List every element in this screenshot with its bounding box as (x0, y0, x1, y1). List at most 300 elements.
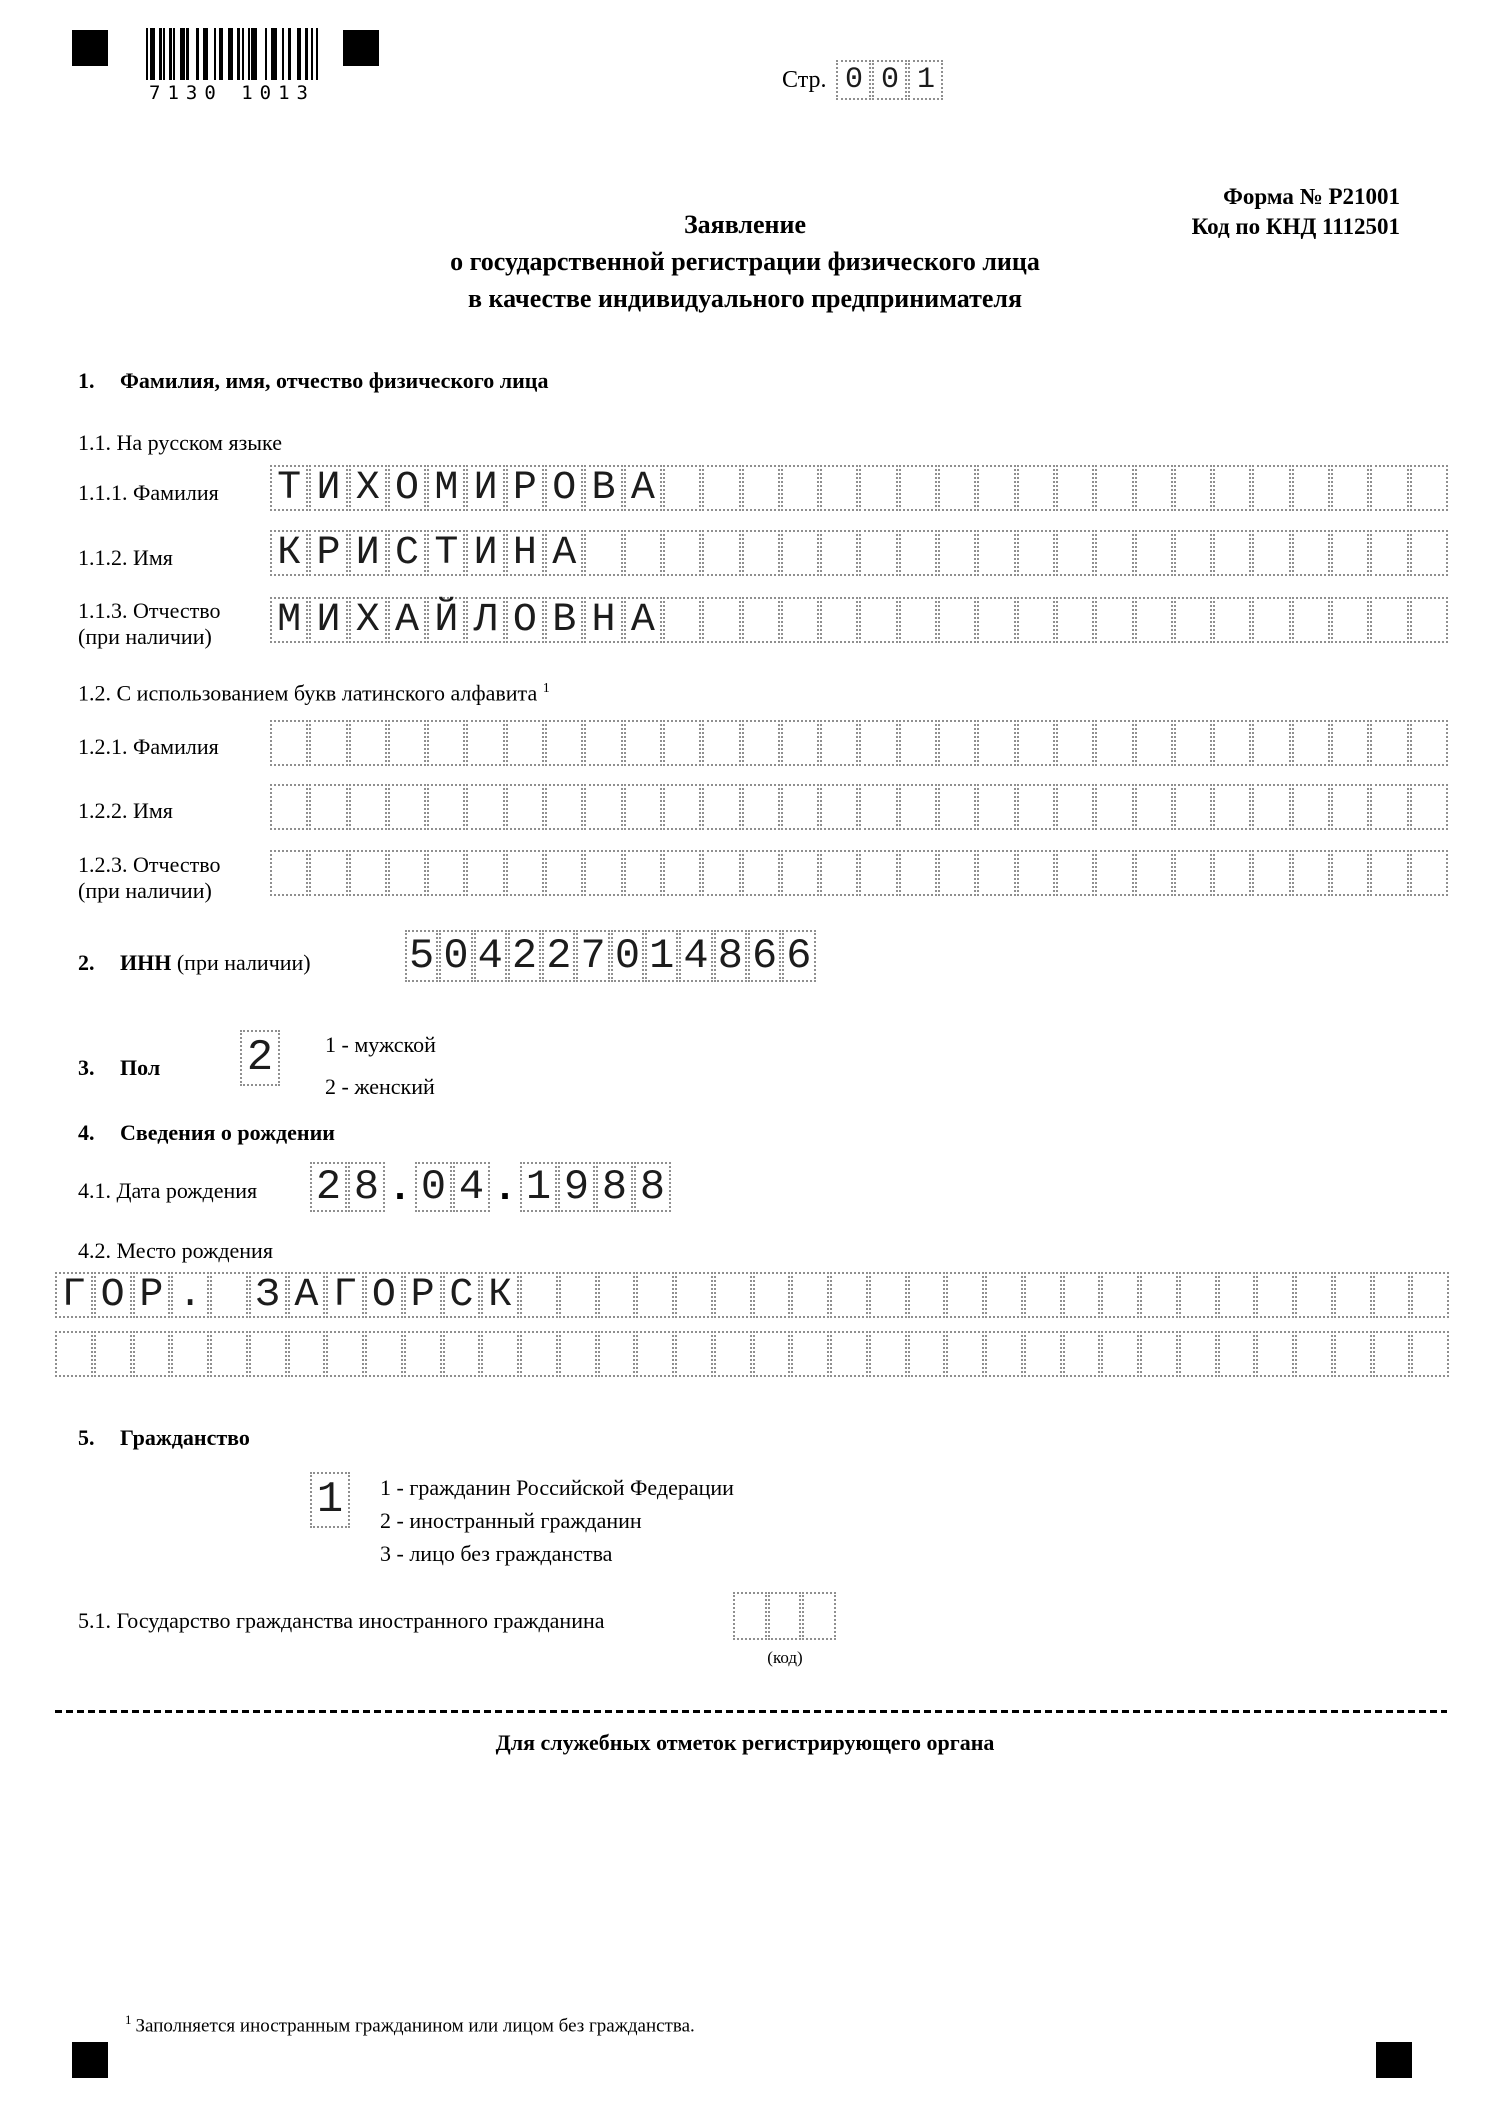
patronymic-ru-cells[interactable] (270, 597, 1448, 643)
form-cell[interactable] (977, 720, 1015, 766)
form-cell[interactable] (1095, 850, 1133, 896)
form-cell[interactable] (1410, 465, 1448, 511)
form-cell[interactable] (791, 1272, 829, 1318)
form-cell[interactable] (663, 530, 701, 576)
form-cell[interactable]: 6 (748, 930, 781, 982)
form-cell[interactable]: Т (427, 530, 465, 576)
form-cell[interactable] (288, 1331, 326, 1377)
form-cell[interactable] (1135, 465, 1173, 511)
form-cell[interactable] (820, 465, 858, 511)
form-cell[interactable] (1331, 465, 1369, 511)
form-cell[interactable] (1095, 720, 1133, 766)
form-cell[interactable] (1056, 530, 1094, 576)
form-cell[interactable] (733, 1592, 767, 1640)
form-cell[interactable]: 1 (645, 930, 678, 982)
form-cell[interactable] (1056, 720, 1094, 766)
form-cell[interactable]: И (309, 465, 347, 511)
form-cell[interactable]: 8 (348, 1162, 385, 1212)
form-cell[interactable] (1373, 1331, 1411, 1377)
firstname-ru-label: 1.1.2. Имя (78, 545, 173, 570)
form-cell[interactable]: 8 (714, 930, 747, 982)
firstname-ru-cells[interactable] (270, 530, 1448, 576)
form-cell[interactable] (663, 720, 701, 766)
subsection-1-1-label: 1.1. На русском языке (78, 430, 282, 455)
form-cell[interactable]: 4 (453, 1162, 490, 1212)
form-cell[interactable] (1056, 850, 1094, 896)
form-cell[interactable] (859, 465, 897, 511)
form-cell[interactable] (899, 530, 937, 576)
form-cell[interactable] (270, 720, 308, 766)
form-cell[interactable]: Х (349, 465, 387, 511)
form-cell[interactable] (1292, 720, 1330, 766)
form-cell[interactable] (1370, 530, 1408, 576)
form-cell[interactable] (624, 720, 662, 766)
form-cell[interactable] (899, 597, 937, 643)
form-cell[interactable]: 6 (782, 930, 815, 982)
form-cell[interactable] (1095, 465, 1133, 511)
surname-ru-cells[interactable] (270, 465, 1448, 511)
form-cell[interactable]: 1 (310, 1472, 350, 1528)
form-cell[interactable] (742, 784, 780, 830)
form-cell[interactable]: А (624, 597, 662, 643)
form-cell[interactable] (1140, 1331, 1178, 1377)
form-cell[interactable]: Р (133, 1272, 171, 1318)
form-cell[interactable] (1213, 530, 1251, 576)
form-cell[interactable] (1295, 1331, 1333, 1377)
form-cell[interactable] (985, 1331, 1023, 1377)
form-cell[interactable] (1174, 720, 1212, 766)
form-cell[interactable] (270, 784, 308, 830)
form-cell[interactable]: И (466, 465, 504, 511)
form-cell[interactable] (1017, 784, 1055, 830)
form-cell[interactable] (820, 850, 858, 896)
form-cell[interactable] (830, 1331, 868, 1377)
form-cell[interactable] (663, 784, 701, 830)
form-cell[interactable] (1174, 850, 1212, 896)
form-cell[interactable] (1017, 720, 1055, 766)
form-cell[interactable]: В (584, 465, 622, 511)
form-cell[interactable]: О (365, 1272, 403, 1318)
form-cell[interactable] (598, 1331, 636, 1377)
form-cell[interactable] (1410, 597, 1448, 643)
form-cell[interactable]: 7 (576, 930, 609, 982)
form-cell[interactable] (702, 530, 740, 576)
form-cell[interactable] (1135, 530, 1173, 576)
form-cell[interactable] (859, 530, 897, 576)
form-cell[interactable] (663, 850, 701, 896)
form-cell[interactable] (663, 465, 701, 511)
form-cell[interactable] (781, 784, 819, 830)
form-cell[interactable] (210, 1331, 248, 1377)
form-cell[interactable] (1024, 1272, 1062, 1318)
form-cell[interactable] (365, 1331, 403, 1377)
form-cell[interactable] (309, 850, 347, 896)
form-cell[interactable]: А (288, 1272, 326, 1318)
form-cell[interactable] (404, 1331, 442, 1377)
form-cell[interactable]: Р (309, 530, 347, 576)
form-cell[interactable] (675, 1331, 713, 1377)
form-cell[interactable]: С (443, 1272, 481, 1318)
form-cell[interactable] (1017, 850, 1055, 896)
form-cell[interactable] (1410, 720, 1448, 766)
form-cell[interactable]: И (466, 530, 504, 576)
form-cell[interactable] (1218, 1272, 1256, 1318)
form-cell[interactable] (1370, 784, 1408, 830)
form-cell[interactable] (427, 720, 465, 766)
form-cell[interactable] (742, 597, 780, 643)
form-cell[interactable] (977, 784, 1015, 830)
form-cell[interactable] (702, 850, 740, 896)
form-cell[interactable] (1334, 1272, 1372, 1318)
form-cell[interactable] (781, 850, 819, 896)
form-cell[interactable] (1135, 850, 1173, 896)
form-cell[interactable] (1063, 1331, 1101, 1377)
form-cell[interactable] (598, 1272, 636, 1318)
form-cell[interactable] (802, 1592, 836, 1640)
form-cell[interactable] (349, 720, 387, 766)
form-cell[interactable] (1410, 784, 1448, 830)
form-cell[interactable] (1292, 597, 1330, 643)
form-cell[interactable] (820, 784, 858, 830)
form-cell[interactable] (791, 1331, 829, 1377)
form-cell[interactable]: 4 (679, 930, 712, 982)
form-cell[interactable] (742, 530, 780, 576)
form-cell[interactable] (1295, 1272, 1333, 1318)
form-cell[interactable] (388, 784, 426, 830)
form-cell[interactable] (899, 465, 937, 511)
form-title-line3: в качестве индивидуального предпринимателя (467, 284, 1023, 313)
inn-cells[interactable] (405, 930, 816, 982)
form-cell[interactable] (1179, 1331, 1217, 1377)
form-cell[interactable] (349, 784, 387, 830)
form-cell[interactable] (1252, 784, 1290, 830)
form-cell[interactable] (1252, 465, 1290, 511)
form-cell[interactable]: 2 (542, 930, 575, 982)
form-cell[interactable] (1370, 597, 1408, 643)
form-cell[interactable] (859, 850, 897, 896)
form-cell[interactable]: В (545, 597, 583, 643)
form-cell[interactable] (1135, 784, 1173, 830)
form-cell[interactable] (466, 720, 504, 766)
birth-date-cells[interactable] (310, 1162, 671, 1212)
form-cell[interactable] (1017, 530, 1055, 576)
form-cell[interactable] (820, 720, 858, 766)
form-cell[interactable] (427, 850, 465, 896)
form-cell[interactable] (859, 784, 897, 830)
form-cell[interactable]: 0 (439, 930, 472, 982)
form-cell[interactable]: Н (584, 597, 622, 643)
form-cell[interactable] (1411, 1272, 1449, 1318)
form-cell[interactable] (466, 784, 504, 830)
form-cell[interactable] (1056, 784, 1094, 830)
form-cell[interactable] (1174, 530, 1212, 576)
form-cell[interactable] (506, 850, 544, 896)
form-cell[interactable] (938, 465, 976, 511)
form-cell[interactable]: 0 (611, 930, 644, 982)
form-cell[interactable] (899, 784, 937, 830)
form-cell[interactable] (1213, 850, 1251, 896)
form-cell[interactable]: 2 (508, 930, 541, 982)
form-cell[interactable] (1256, 1272, 1294, 1318)
form-cell[interactable] (1174, 597, 1212, 643)
form-cell[interactable] (249, 1331, 287, 1377)
form-cell[interactable] (1370, 850, 1408, 896)
form-cell[interactable] (908, 1331, 946, 1377)
form-cell[interactable]: О (94, 1272, 132, 1318)
form-cell[interactable] (714, 1331, 752, 1377)
form-cell[interactable] (714, 1272, 752, 1318)
form-cell[interactable] (675, 1272, 713, 1318)
form-cell[interactable] (1017, 465, 1055, 511)
form-cell[interactable]: . (171, 1272, 209, 1318)
form-cell[interactable] (1095, 784, 1133, 830)
form-cell[interactable]: А (624, 465, 662, 511)
form-cell[interactable] (977, 597, 1015, 643)
form-cell[interactable]: Т (270, 465, 308, 511)
form-cell[interactable]: Н (506, 530, 544, 576)
form-cell[interactable] (388, 850, 426, 896)
form-cell[interactable] (349, 850, 387, 896)
form-cell[interactable]: 1 (520, 1162, 557, 1212)
form-cell[interactable] (545, 850, 583, 896)
form-cell[interactable] (443, 1331, 481, 1377)
form-cell[interactable] (326, 1331, 364, 1377)
form-cell[interactable]: М (270, 597, 308, 643)
form-cell[interactable] (584, 784, 622, 830)
form-cell[interactable] (309, 720, 347, 766)
form-cell[interactable] (702, 720, 740, 766)
form-cell[interactable] (1135, 720, 1173, 766)
form-cell[interactable] (1017, 597, 1055, 643)
form-cell[interactable] (584, 850, 622, 896)
form-cell[interactable] (1292, 850, 1330, 896)
form-cell[interactable] (1056, 597, 1094, 643)
form-cell[interactable] (55, 1331, 93, 1377)
form-cell[interactable] (1370, 720, 1408, 766)
form-cell[interactable] (908, 1272, 946, 1318)
citizenship-option-3: 3 - лицо без гражданства (380, 1541, 613, 1566)
birth-date-month-cells[interactable] (415, 1162, 490, 1212)
form-cell[interactable] (1213, 597, 1251, 643)
form-cell[interactable] (210, 1272, 248, 1318)
form-cell[interactable] (1292, 784, 1330, 830)
form-cell[interactable] (584, 720, 622, 766)
form-cell[interactable] (1370, 465, 1408, 511)
form-cell[interactable] (1252, 850, 1290, 896)
form-cell[interactable] (869, 1331, 907, 1377)
form-cell[interactable] (820, 530, 858, 576)
form-cell[interactable] (94, 1331, 132, 1377)
form-cell[interactable] (938, 720, 976, 766)
form-cell[interactable] (171, 1331, 209, 1377)
form-cell[interactable] (1174, 784, 1212, 830)
form-cell[interactable] (545, 720, 583, 766)
form-cell[interactable] (624, 850, 662, 896)
form-cell[interactable] (742, 465, 780, 511)
form-cell[interactable] (781, 465, 819, 511)
form-cell[interactable]: 9 (558, 1162, 595, 1212)
form-cell[interactable] (869, 1272, 907, 1318)
form-cell[interactable] (1174, 465, 1212, 511)
form-cell[interactable]: А (545, 530, 583, 576)
birth-place-cells-row1[interactable] (55, 1272, 1449, 1318)
birth-place-cells-row2[interactable] (55, 1331, 1449, 1377)
form-cell[interactable] (520, 1331, 558, 1377)
form-cell[interactable] (545, 784, 583, 830)
form-cell[interactable] (427, 784, 465, 830)
firstname-lat-cells[interactable] (270, 784, 1448, 830)
form-cell[interactable] (781, 597, 819, 643)
form-cell[interactable] (859, 597, 897, 643)
form-cell[interactable]: 0 (415, 1162, 452, 1212)
form-cell[interactable] (946, 1331, 984, 1377)
form-cell[interactable] (1140, 1272, 1178, 1318)
form-cell[interactable] (624, 784, 662, 830)
form-cell[interactable] (133, 1331, 171, 1377)
form-cell[interactable] (899, 850, 937, 896)
form-cell[interactable] (624, 530, 662, 576)
form-cell[interactable] (506, 784, 544, 830)
form-cell[interactable] (1101, 1331, 1139, 1377)
form-cell[interactable]: Х (349, 597, 387, 643)
form-cell[interactable] (753, 1272, 791, 1318)
form-cell[interactable] (1024, 1331, 1062, 1377)
foreign-state-code-cells[interactable] (733, 1592, 836, 1640)
form-cell[interactable]: И (349, 530, 387, 576)
form-cell[interactable]: О (545, 465, 583, 511)
form-cell[interactable]: С (388, 530, 426, 576)
form-cell[interactable] (481, 1331, 519, 1377)
form-cell[interactable] (1252, 597, 1290, 643)
form-cell[interactable] (742, 720, 780, 766)
form-cell[interactable]: Г (55, 1272, 93, 1318)
form-cell[interactable] (559, 1331, 597, 1377)
form-cell[interactable] (985, 1272, 1023, 1318)
form-cell[interactable]: 5 (405, 930, 438, 982)
form-cell[interactable] (938, 850, 976, 896)
form-cell[interactable] (859, 720, 897, 766)
birth-date-year-cells[interactable] (520, 1162, 671, 1212)
form-cell[interactable]: Г (326, 1272, 364, 1318)
form-cell[interactable] (1056, 465, 1094, 511)
form-cell[interactable]: 2 (310, 1162, 347, 1212)
form-cell[interactable] (977, 850, 1015, 896)
form-cell[interactable] (1410, 530, 1448, 576)
form-cell[interactable] (1331, 597, 1369, 643)
form-cell[interactable]: И (309, 597, 347, 643)
form-cell[interactable] (1218, 1331, 1256, 1377)
form-cell[interactable] (938, 530, 976, 576)
form-cell[interactable] (1135, 597, 1173, 643)
form-cell[interactable]: 8 (634, 1162, 671, 1212)
form-cell[interactable] (781, 720, 819, 766)
form-cell[interactable] (559, 1272, 597, 1318)
form-cell[interactable] (768, 1592, 802, 1640)
form-cell[interactable] (1252, 720, 1290, 766)
form-cell[interactable] (636, 1331, 674, 1377)
form-cell[interactable] (520, 1272, 558, 1318)
form-cell[interactable] (977, 530, 1015, 576)
form-cell[interactable]: К (481, 1272, 519, 1318)
service-marks-caption: Для служебных отметок регистрирующего органа (495, 1730, 995, 1755)
form-cell[interactable] (1331, 530, 1369, 576)
form-cell[interactable] (1179, 1272, 1217, 1318)
citizenship-cell[interactable] (310, 1472, 350, 1528)
form-cell[interactable] (1292, 465, 1330, 511)
form-cell[interactable] (636, 1272, 674, 1318)
patronymic-lat-cells[interactable] (270, 850, 1448, 896)
form-cell[interactable] (1331, 720, 1369, 766)
form-cell[interactable] (1411, 1331, 1449, 1377)
form-cell[interactable] (270, 850, 308, 896)
form-cell[interactable]: О (506, 597, 544, 643)
form-cell[interactable] (1331, 784, 1369, 830)
form-cell[interactable] (938, 597, 976, 643)
form-cell[interactable]: Р (506, 465, 544, 511)
form-cell[interactable]: М (427, 465, 465, 511)
form-cell[interactable] (1095, 597, 1133, 643)
form-cell[interactable]: О (388, 465, 426, 511)
form-cell[interactable] (1101, 1272, 1139, 1318)
form-cell[interactable] (938, 784, 976, 830)
form-cell[interactable] (742, 850, 780, 896)
form-cell[interactable]: Р (404, 1272, 442, 1318)
form-cell[interactable]: А (388, 597, 426, 643)
form-cell[interactable] (830, 1272, 868, 1318)
form-cell[interactable]: Л (466, 597, 504, 643)
form-cell[interactable]: 8 (596, 1162, 633, 1212)
form-cell[interactable] (781, 530, 819, 576)
form-cell[interactable] (1252, 530, 1290, 576)
form-cell[interactable] (506, 720, 544, 766)
birth-date-day-cells[interactable] (310, 1162, 385, 1212)
form-cell[interactable]: Й (427, 597, 465, 643)
form-cell[interactable] (1213, 784, 1251, 830)
form-cell[interactable] (977, 465, 1015, 511)
form-cell[interactable] (702, 597, 740, 643)
form-cell[interactable] (309, 784, 347, 830)
form-cell[interactable]: З (249, 1272, 287, 1318)
form-cell[interactable]: 4 (474, 930, 507, 982)
form-cell[interactable] (1331, 850, 1369, 896)
form-cell[interactable] (820, 597, 858, 643)
form-cell[interactable] (1063, 1272, 1101, 1318)
form-cell[interactable] (1373, 1272, 1411, 1318)
form-cell[interactable] (1410, 850, 1448, 896)
surname-lat-cells[interactable] (270, 720, 1448, 766)
form-cell[interactable] (1292, 530, 1330, 576)
form-cell[interactable]: 2 (240, 1030, 280, 1086)
form-cell[interactable] (663, 597, 701, 643)
form-cell[interactable] (1095, 530, 1133, 576)
form-cell[interactable] (1213, 720, 1251, 766)
form-cell[interactable] (753, 1331, 791, 1377)
form-cell[interactable] (946, 1272, 984, 1318)
form-cell[interactable] (899, 720, 937, 766)
form-cell[interactable] (584, 530, 622, 576)
form-cell[interactable] (466, 850, 504, 896)
form-cell[interactable]: К (270, 530, 308, 576)
gender-cell[interactable] (240, 1030, 280, 1086)
form-cell[interactable] (1256, 1331, 1294, 1377)
form-cell[interactable] (702, 465, 740, 511)
section4-heading: 4. Сведения о рождении (78, 1120, 335, 1145)
form-cell[interactable] (388, 720, 426, 766)
form-cell[interactable] (1334, 1331, 1372, 1377)
page-number-cells (836, 60, 943, 100)
form-cell[interactable] (702, 784, 740, 830)
form-cell[interactable] (1213, 465, 1251, 511)
